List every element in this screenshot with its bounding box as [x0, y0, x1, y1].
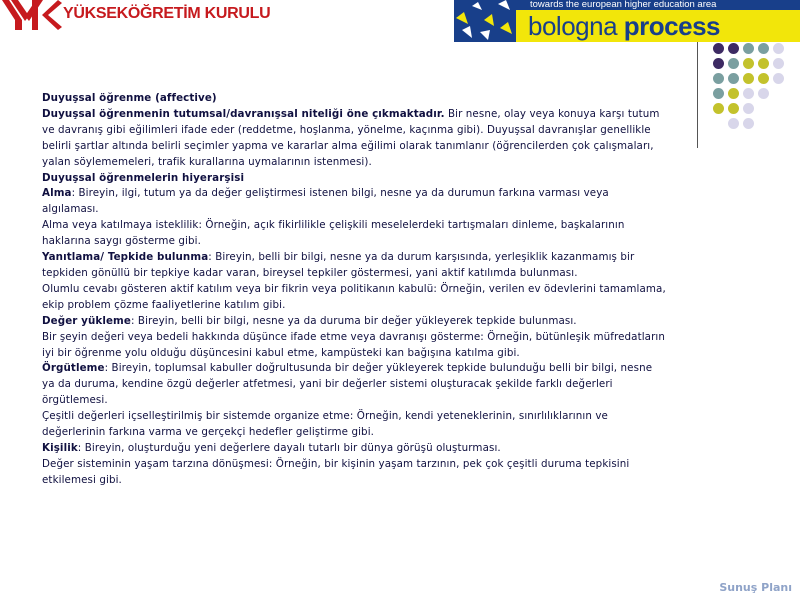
decorative-dot: [743, 73, 754, 84]
bologna-process-banner: [454, 0, 800, 42]
yanitlama-text: : Bireyin, belli bir bilgi, nesne ya da durum karşısında, yerleşiklik kazanmamış bir tepkiden gönüllü bir tepkiye kadar varan, bireysel tepkiler göstermesi, yani aktif katılımda bulunması.: [42, 251, 635, 279]
decorative-dot: [728, 58, 739, 69]
kisilik-example-text: Değer sisteminin yaşam tarzına dönüşmesi: Örneğin, bir kişinin yaşam tarzının, pek çok çeşitli duruma tepkisini etkilemesi gibi.: [42, 457, 630, 486]
alma-text: : Bireyin, ilgi, tutum ya da değer geliştirmesi istenen bilgi, nesne ya da durumun farkına varması veya algılaması.: [42, 187, 609, 216]
definition-text: Bir nesne, olay veya konuya karşı tutum ve davranış gibi eğilimleri ifade eder (reddetme, hoşlanma, yönelme, kaçınma gibi). Duyuşsal davranışlar genellikle belirli şartlar altında belirli seçimler yapma ve kararlar alma eğilimi olarak tanımlanır (öğrencilerden çok çalışmaları, yalan söylememeleri, trafik kurallarına uymalarının istenmesi).: [42, 107, 660, 168]
bologna-star-graphic: [454, 0, 516, 42]
deger-yukleme-term: Değer yükleme: [42, 314, 131, 327]
decorative-dot: [728, 103, 739, 114]
decorative-dot: [728, 73, 739, 84]
paragraph-kisilik-example: [42, 457, 667, 489]
decorative-dot: [743, 118, 754, 129]
bologna-title-area: [516, 0, 800, 42]
paragraph-orgutleme: [42, 361, 667, 409]
paragraph-alma-example: [42, 218, 667, 250]
decorative-dot: [728, 118, 739, 129]
alma-term: Alma: [42, 187, 72, 200]
yanitlama-example-text: Olumlu cevabı gösteren aktif katılım veya bir fikrin veya politikanın kabulü: Örneğin, verilen ev ödevlerini tamamlama, ekip problem çözme faaliyetlerine katılım gibi.: [42, 282, 666, 311]
kisilik-text: : Bireyin, oluşturduğu yeni değerlere dayalı tutarlı bir dünya görüşü oluşturması.: [77, 441, 501, 454]
hierarchy-heading-text: Duyuşsal öğrenmelerin hiyerarşisi: [42, 171, 245, 184]
paragraph-hierarchy-heading: [42, 171, 667, 187]
paragraph-yanitlama-example: [42, 282, 667, 314]
paragraph-orgutleme-example: [42, 409, 667, 441]
decorative-dot: [758, 43, 769, 54]
paragraph-deger-yukleme-example: [42, 330, 667, 362]
decorative-dot: [713, 88, 724, 99]
deger-yukleme-example-text: Bir şeyin değeri veya bedeli hakkında düşünce ifade etme veya davranışı gösterme: Örneğin, bütünleşik müfredatların iyi bir öğrenme yolu olduğu düşüncesini kabul etme, kampüsteki kan bağışına katılma gibi.: [42, 330, 666, 359]
yok-logo: [0, 0, 271, 32]
decorative-dot: [743, 58, 754, 69]
bologna-tagline: towards the european higher education area: [516, 0, 800, 10]
decorative-dot: [713, 73, 724, 84]
decorative-dot: [743, 103, 754, 114]
paragraph-heading-affective: [42, 91, 667, 107]
deger-yukleme-text: : Bireyin, belli bir bilgi, nesne ya da duruma bir değer yükleyerek tepkide bulunması.: [130, 314, 577, 327]
decorative-dot: [728, 88, 739, 99]
decorative-dot: [758, 58, 769, 69]
alma-example-text: Alma veya katılmaya isteklilik: Örneğin, açık fikirlilikle çelişkili meselelerdeki tartışmaları dinleme, başkalarının haklarına saygı gösterme gibi.: [42, 219, 625, 248]
slide-content: [42, 91, 667, 489]
decorative-dot: [773, 43, 784, 54]
orgutleme-term: Örgütleme: [42, 362, 105, 375]
decorative-dot: [743, 88, 754, 99]
orgutleme-example-text: Çeşitli değerleri içselleştirilmiş bir sistemde organize etme: Örneğin, kendi yeteneklerinin, sınırlılıklarının ve değerlerinin farkına varma ve gerçekçi hedefler geliştirme gibi.: [42, 410, 608, 439]
decorative-dot: [728, 43, 739, 54]
definition-bold: Duyuşsal öğrenmenin tutumsal/davranışsal niteliği öne çıkmaktadır.: [42, 107, 445, 120]
decorative-dot: [773, 73, 784, 84]
decorative-dot: [713, 58, 724, 69]
process-title-word: process: [623, 11, 721, 41]
heading-text: Duyuşsal öğrenme (affective): [42, 92, 217, 104]
decorative-dot: [743, 43, 754, 54]
decorative-dot-grid: [696, 42, 800, 152]
decorative-dot: [758, 88, 769, 99]
bologna-title-word: bologna: [528, 11, 618, 41]
yok-logo-text: YÜKSEKÖĞRETİM KURULU: [63, 5, 271, 22]
paragraph-yanitlama: [42, 250, 667, 282]
yanitlama-term: Yanıtlama/ Tepkide bulunma: [42, 251, 209, 264]
decorative-dot: [773, 58, 784, 69]
decorative-dot: [758, 73, 769, 84]
paragraph-deger-yukleme: [42, 314, 667, 330]
bologna-title: [528, 10, 720, 42]
decorative-dot: [713, 103, 724, 114]
paragraph-alma: [42, 186, 667, 218]
paragraph-kisilik: [42, 441, 667, 457]
paragraph-definition: [42, 107, 667, 171]
orgutleme-text: : Bireyin, toplumsal kabuller doğrultusunda bir değer yükleyerek tepkide bulunduğu belli bir bilgi, nesne ya da duruma, kendine özgü değerler atfetmesi, yani bir değerler sistemi oluşturacak şekilde farklı değerleri örgütlemesi.: [42, 362, 653, 407]
bologna-stars-icon: [454, 0, 516, 42]
decorative-dot: [713, 43, 724, 54]
yok-emblem-icon: [2, 0, 62, 30]
sunus-plani-link[interactable]: Sunuş Planı: [719, 581, 792, 594]
kisilik-term: Kişilik: [42, 441, 78, 454]
